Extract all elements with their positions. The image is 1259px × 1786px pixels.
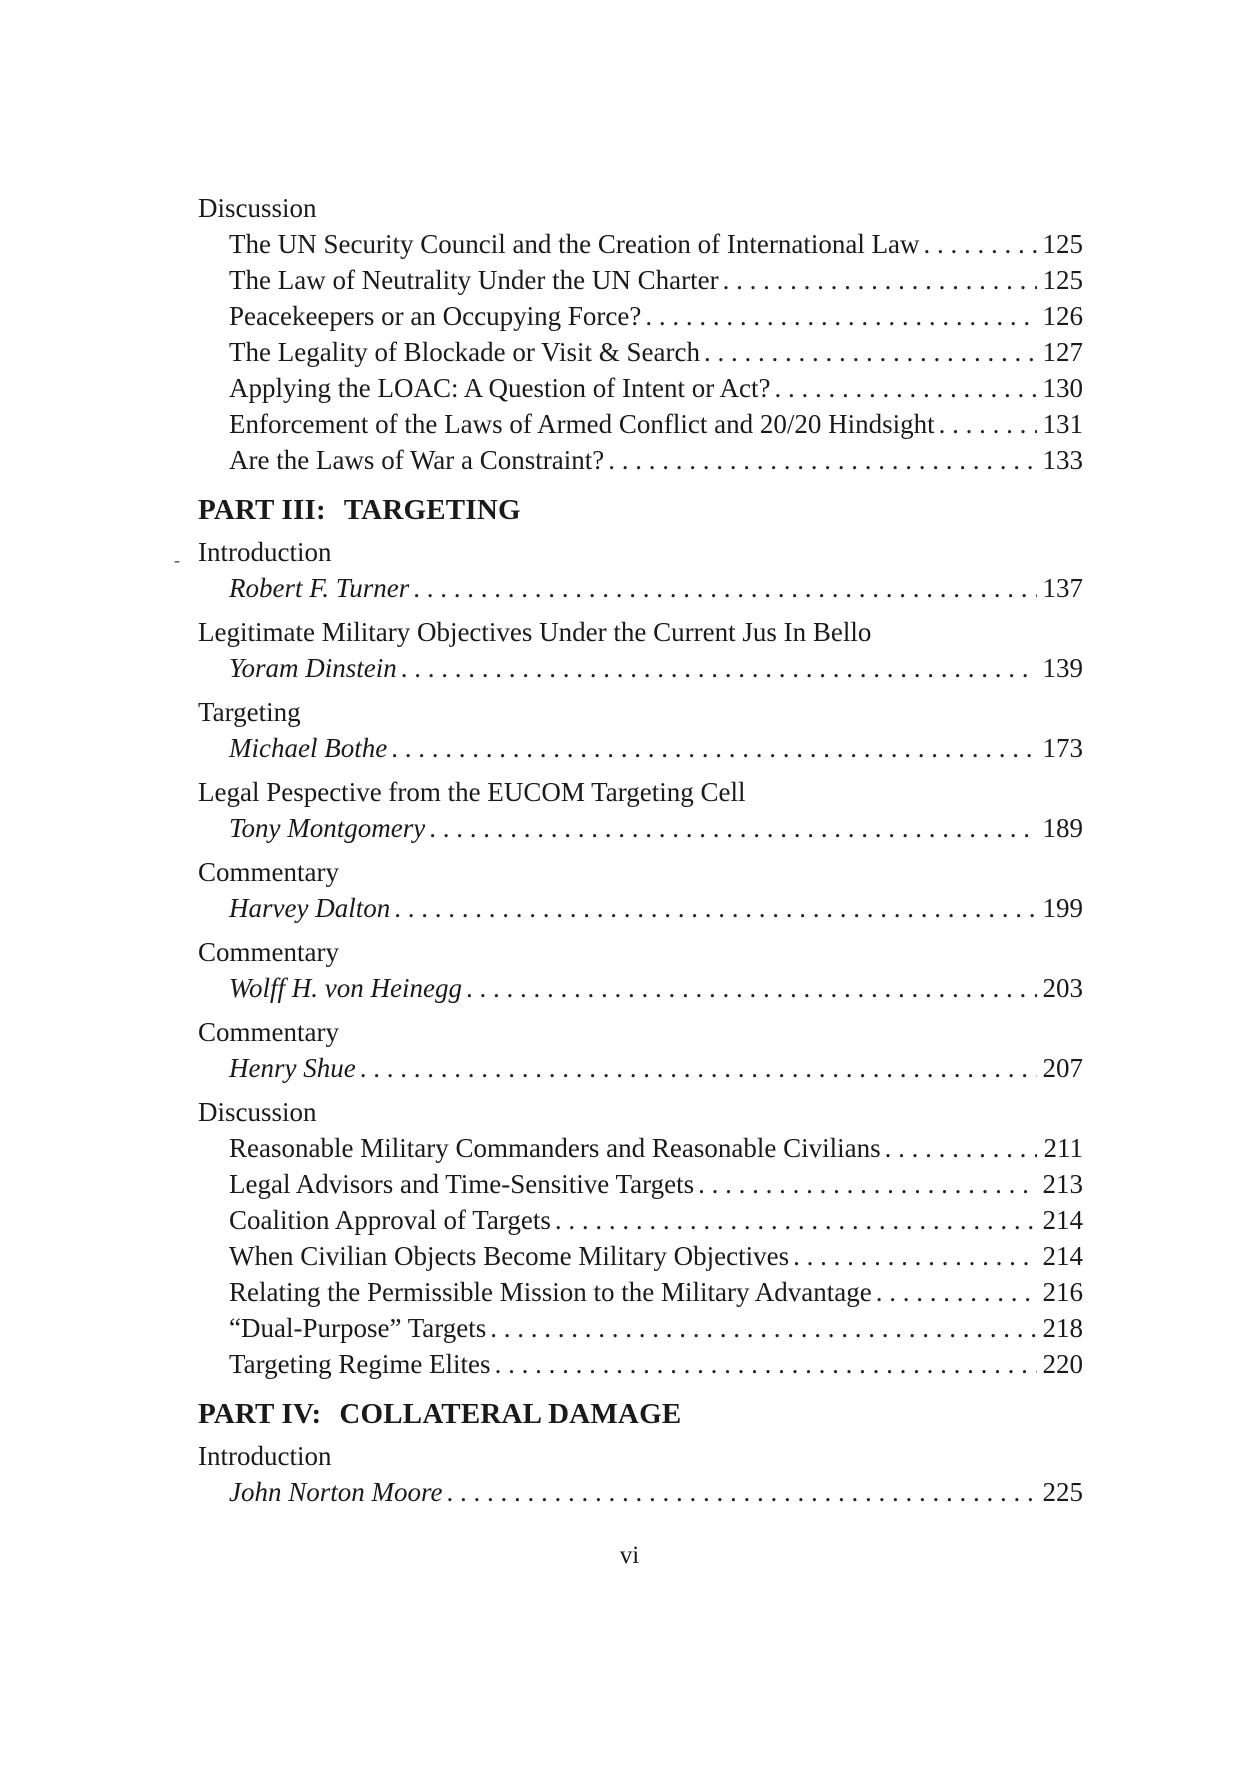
dot-leader [774, 370, 1036, 406]
dot-leader [698, 1166, 1036, 1202]
entry-page: 225 [1042, 1477, 1083, 1507]
entry-title: Are the Laws of War a Constraint? [229, 445, 605, 475]
entry-title: Relating the Permissible Mission to the Military Advantage [229, 1277, 872, 1307]
dot-leader [876, 1274, 1037, 1310]
entry-title: Enforcement of the Laws of Armed Conflict and 20/20 Hindsight [229, 409, 935, 439]
chapter-heading: Commentary [198, 1017, 339, 1047]
chapter-heading: Introduction [198, 1441, 332, 1471]
toc-entry [198, 298, 1083, 334]
entry-title: Applying the LOAC: A Question of Intent or Act? [229, 373, 771, 403]
dot-leader [495, 1346, 1037, 1382]
entry-title: The UN Security Council and the Creation of International Law [229, 229, 920, 259]
entry-page: 173 [1042, 733, 1083, 763]
toc-entry [198, 810, 1083, 846]
table-of-contents [198, 190, 1083, 1510]
dot-leader [394, 890, 1036, 926]
entry-title: “Dual-Purpose” Targets [229, 1313, 487, 1343]
entry-page: 133 [1042, 445, 1083, 475]
dot-leader [645, 298, 1036, 334]
toc-entry [198, 1310, 1083, 1346]
page-number: vi [619, 1542, 640, 1569]
toc-entry [198, 1202, 1083, 1238]
entry-title: The Legality of Blockade or Visit & Search [229, 337, 700, 367]
dot-leader [429, 810, 1036, 846]
chapter-heading: Commentary [198, 937, 339, 967]
dot-leader [490, 1310, 1036, 1346]
toc-entry [198, 370, 1083, 406]
entry-page: 126 [1042, 301, 1083, 331]
dot-leader [466, 970, 1037, 1006]
entry-author: Henry Shue [229, 1053, 356, 1083]
dot-leader [723, 262, 1037, 298]
toc-entry [198, 1050, 1083, 1086]
entry-page: 216 [1042, 1277, 1083, 1307]
entry-page: 214 [1042, 1205, 1083, 1235]
chapter-heading: Introduction [198, 537, 332, 567]
toc-entry [198, 442, 1083, 478]
entry-author: Tony Montgomery [229, 813, 426, 843]
entry-page: 139 [1042, 653, 1083, 683]
entry-page: 211 [1043, 1133, 1083, 1163]
margin-mark: - [174, 550, 180, 570]
entry-page: 130 [1042, 373, 1083, 403]
dot-leader [391, 730, 1036, 766]
section-heading: Discussion [198, 193, 317, 223]
dot-leader [924, 226, 1037, 262]
entry-page: 220 [1042, 1349, 1083, 1379]
entry-page: 213 [1042, 1169, 1083, 1199]
dot-leader [555, 1202, 1037, 1238]
entry-author: Harvey Dalton [229, 893, 391, 923]
toc-entry [198, 406, 1083, 442]
entry-title: Targeting Regime Elites [229, 1349, 491, 1379]
chapter-heading: Targeting [198, 697, 301, 727]
toc-entry [198, 1238, 1083, 1274]
part-heading [198, 490, 1083, 530]
dot-leader [608, 442, 1036, 478]
dot-leader [793, 1238, 1036, 1274]
toc-entry [198, 1274, 1083, 1310]
entry-title: When Civilian Objects Become Military Objectives [229, 1241, 790, 1271]
dot-leader [704, 334, 1037, 370]
entry-title: Reasonable Military Commanders and Reasonable Civilians [229, 1133, 881, 1163]
dot-leader [446, 1474, 1036, 1510]
chapter-heading: Legal Pespective from the EUCOM Targeting Cell [198, 777, 746, 807]
entry-page: 218 [1042, 1313, 1083, 1343]
entry-page: 125 [1042, 265, 1083, 295]
toc-entry [198, 1474, 1083, 1510]
part-number: PART III: [198, 494, 326, 526]
toc-entry [198, 570, 1083, 606]
part-title: COLLATERAL DAMAGE [339, 1398, 682, 1430]
entry-title: Legal Advisors and Time-Sensitive Targets [229, 1169, 695, 1199]
section-heading: Discussion [198, 1097, 317, 1127]
entry-author: Michael Bothe [229, 733, 388, 763]
chapter-heading: Commentary [198, 857, 339, 887]
dot-leader [885, 1130, 1037, 1166]
part-title: TARGETING [343, 494, 521, 526]
entry-title: Peacekeepers or an Occupying Force? [229, 301, 642, 331]
entry-page: 207 [1042, 1053, 1083, 1083]
entry-page: 137 [1042, 573, 1083, 603]
toc-entry [198, 730, 1083, 766]
toc-entry [198, 262, 1083, 298]
entry-author: Yoram Dinstein [229, 653, 397, 683]
entry-author: Wolff H. von Heinegg [229, 973, 462, 1003]
toc-entry [198, 1130, 1083, 1166]
entry-title: The Law of Neutrality Under the UN Charter [229, 265, 719, 295]
entry-page: 203 [1042, 973, 1083, 1003]
entry-author: John Norton Moore [229, 1477, 443, 1507]
entry-page: 214 [1042, 1241, 1083, 1271]
dot-leader [939, 406, 1037, 442]
dot-leader [401, 650, 1037, 686]
toc-entry [198, 334, 1083, 370]
dot-leader [360, 1050, 1037, 1086]
entry-page: 131 [1042, 409, 1083, 439]
toc-entry [198, 650, 1083, 686]
part-heading [198, 1394, 1083, 1434]
toc-entry [198, 890, 1083, 926]
part-number: PART IV: [198, 1398, 322, 1430]
entry-page: 199 [1042, 893, 1083, 923]
toc-entry [198, 970, 1083, 1006]
toc-entry [198, 226, 1083, 262]
entry-page: 127 [1042, 337, 1083, 367]
entry-page: 125 [1042, 229, 1083, 259]
dot-leader [413, 570, 1036, 606]
toc-entry [198, 1166, 1083, 1202]
entry-author: Robert F. Turner [229, 573, 410, 603]
toc-entry [198, 1346, 1083, 1382]
entry-title: Coalition Approval of Targets [229, 1205, 551, 1235]
entry-page: 189 [1042, 813, 1083, 843]
chapter-heading: Legitimate Military Objectives Under the Current Jus In Bello [198, 617, 872, 647]
